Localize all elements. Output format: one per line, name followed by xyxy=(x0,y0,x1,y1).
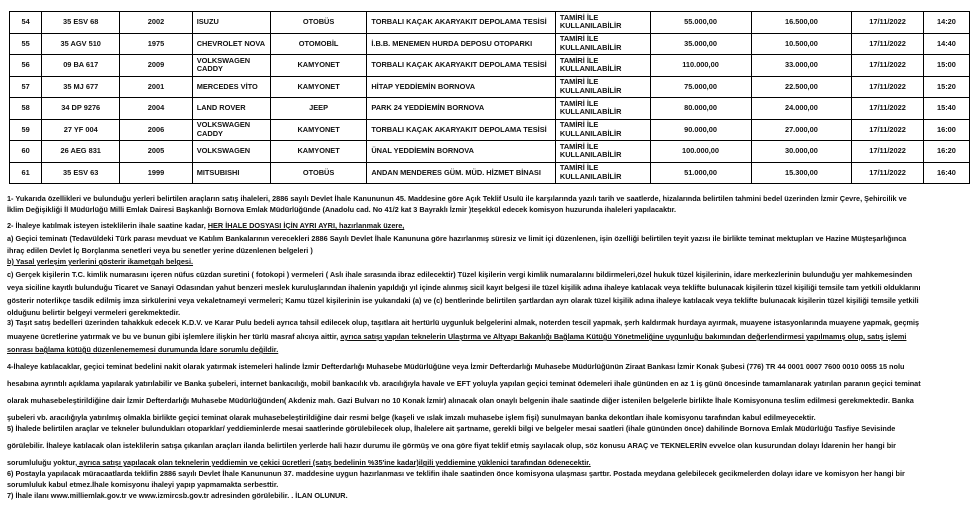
model-year-cell: 1999 xyxy=(120,162,192,184)
plate-number-cell: 35 AGV 510 xyxy=(42,33,120,55)
plate-number-cell: 09 BA 617 xyxy=(42,55,120,77)
estimated-price-cell: 100.000,00 xyxy=(650,141,751,163)
plate-number-cell: 35 ESV 68 xyxy=(42,12,120,34)
location-cell: PARK 24 YEDDİEMİN BORNOVA xyxy=(367,98,556,120)
deposit-amount-cell: 10.500,00 xyxy=(751,33,852,55)
note-4-line-3: olarak muhasebeleştirildiğine dair İzmir Defterdarlığı Muhasebe Müdürlüğünden( Akdeniz mah. Gazi Bulvarı no 10 Konak İzmir) alınacak olan onaylı belgenin ihale saatinde diğer istenilen belgelerle birlikte İhale Komisyonuna teslim edilmesi gerekmektedir. Banka xyxy=(7,396,914,405)
status-line: KULLANILABİLİR xyxy=(559,171,622,181)
model-year-cell: 2005 xyxy=(120,141,192,163)
note-2c-line-1: c) Gerçek kişilerin T.C. kimlik numarasını içeren nüfus cüzdan suretini ( fotokopi ) vermeleri ( Aslı ihale sırasında ibraz edilecektir) Tüzel kişilerin vergi kimlik numaralarını bildirmeleri,özel hukuk tüzel kişilerinin, idare merkezlerinin bulunduğu yer mahkemesinden xyxy=(7,270,913,279)
deposit-amount-cell: 33.000,00 xyxy=(751,55,852,77)
status-line: TAMİRİ İLE xyxy=(559,98,599,108)
table-row xyxy=(10,12,970,34)
deposit-amount-cell: 24.000,00 xyxy=(751,98,852,120)
status-line: TAMİRİ İLE xyxy=(559,120,599,130)
note-2a-line-1: a) Geçici teminatı (Tedavüldeki Türk parası mevduat ve Katılım Bankalarının verecekleri 2886 Sayılı Devlet İhale Kanununa göre hazırlanmış süresiz ve limit içi düzenlenen, işin özelliği belirtilen teyit yazısı ile birlikte teminat mektupları ve Hazine Müşteşarlığınca xyxy=(7,234,907,243)
condition-status-cell xyxy=(555,12,650,34)
auction-date-cell: 17/11/2022 xyxy=(852,33,924,55)
note-4-line-2: hesabına ayrıntılı açıklama yapılarak yatırılabilir ve Banka şubeleri, internet bankacılığı, mobil bankacılık vb. aracılığıyla havale ve EFT yoluyla yapılan geçici teminat ödemeleri ihale gününden en az 1 iş günü öncesinde tamamlanarak yatırılan paranın geçici teminat xyxy=(7,379,921,388)
note-2-intro xyxy=(7,222,404,229)
note-2a-line-2: ihraç edilen Devlet İç Borçlanma senetleri veya bu senetler yerine düzenlenen belgeleri ) xyxy=(7,246,313,255)
model-year-cell: 2009 xyxy=(120,55,192,77)
brand-cell: MERCEDES VİTO xyxy=(192,76,270,98)
status-line: KULLANILABİLİR xyxy=(559,85,622,95)
condition-status-cell xyxy=(555,162,650,184)
condition-status-cell xyxy=(555,76,650,98)
row-number-cell: 56 xyxy=(10,55,42,77)
brand-line: VOLKSWAGEN xyxy=(196,120,251,130)
brand-cell xyxy=(192,55,270,77)
note-2c-line-3: gösterir noterlikçe tasdik edilmiş imza sirkülerini veya vekaletnameyi vermeleri; Kamu tüzel kişilerinin ise yukarıdaki (a) ve (c) bentlerinde belirtilen şartlardan ayrı olarak tüzel kişilik adına ihaleye katılacak veya teklifte bulunacak kişilerin tüzel kişiliği temsile yetkili xyxy=(7,296,919,305)
auction-date-cell: 17/11/2022 xyxy=(852,12,924,34)
brand-line: VOLKSWAGEN xyxy=(196,55,251,65)
auction-time-cell: 15:20 xyxy=(923,76,969,98)
table-row xyxy=(10,141,970,163)
status-line: KULLANILABİLİR xyxy=(559,64,622,74)
note-2c-line-4: olduğunu belirtir belgeyi vermeleri gerekmektedir. xyxy=(7,308,181,317)
auction-time-cell: 16:00 xyxy=(923,119,969,141)
status-line: TAMİRİ İLE xyxy=(559,55,599,65)
vehicle-type-cell: KAMYONET xyxy=(270,141,367,163)
condition-status-cell xyxy=(555,141,650,163)
table-row xyxy=(10,119,970,141)
note-2-intro-text: 2- İhaleye katılmak isteyen isteklilerin ihale saatine kadar, xyxy=(7,221,208,230)
note-3-line-2-emphasis: ayrıca satışı yapılan teknelerin Ulaştırma ve Altyapı Bakanlığı Bağlama Kütüğü Yönetmeliğine uygunluğu bakımından değerlendirmesi yapılmamış olup, satış işlemi xyxy=(340,332,907,341)
note-2c-line-2: veya siciline kayıtlı bulunduğu Ticaret ve Sanayi Odasından yahut benzeri meslek kuruluşlarından ihalenin yapıldığı yıl içinde alınmış sicil kayıt belgesi ile tüzel kişilik adına ihaleye katılacak veya teklifte bulunacak kişilerin tüzel kişiliği temsile tam yetkili olduklarını xyxy=(7,283,921,292)
brand-cell xyxy=(192,119,270,141)
note-2b xyxy=(7,258,193,265)
estimated-price-cell: 55.000,00 xyxy=(650,12,751,34)
note-2b-text: b) Yasal yerleşim yerlerini gösterir ikametgah belgesi. xyxy=(7,257,194,266)
brand-cell: ISUZU xyxy=(192,12,270,34)
note-2-intro-emphasis: HER İHALE DOSYASI İÇİN AYRI AYRI, hazırlanmak üzere, xyxy=(207,221,405,230)
vehicle-type-cell: OTOMOBİL xyxy=(270,33,367,55)
brand-cell: VOLKSWAGEN xyxy=(192,141,270,163)
note-7-line-1: 7) İhale ilanı www.milliemlak.gov.tr ve www.izmircsb.gov.tr adresinden görülebilir. . İLAN OLUNUR. xyxy=(7,491,348,500)
estimated-price-cell: 35.000,00 xyxy=(650,33,751,55)
deposit-amount-cell: 16.500,00 xyxy=(751,12,852,34)
note-3-line-1: 3) Taşıt satış bedelleri üzerinden tahakkuk edecek K.D.V. ve Karar Pulu bedeli ayrıca tahsil edilecek olup, taşıtlara ait hertürlü uygunluk belgelerini almak, noterden tescil yapmak, şerh kaldırmak hurdaya ayırmak, muayene istasyonlarında muayene yapmak, geçmiş xyxy=(7,318,920,327)
vehicle-type-cell: KAMYONET xyxy=(270,119,367,141)
model-year-cell: 1975 xyxy=(120,33,192,55)
plate-number-cell: 35 MJ 677 xyxy=(42,76,120,98)
status-line: TAMİRİ İLE xyxy=(559,163,599,173)
row-number-cell: 57 xyxy=(10,76,42,98)
location-cell: TORBALI KAÇAK AKARYAKIT DEPOLAMA TESİSİ xyxy=(367,119,556,141)
estimated-price-cell: 75.000,00 xyxy=(650,76,751,98)
note-1-line-2: İklim Değişikliği İl Müdürlüğü Milli Emlak Dairesi Başkanlığı Bornova Emlak Müdürlüğünde (Anadolu cad. No 41/2 kat 3 Bayraklı İzmir )teşekkül edecek komisyon huzurunda ihaleleri yapılacaktır. xyxy=(7,205,677,214)
status-line: KULLANILABİLİR xyxy=(559,128,622,138)
row-number-cell: 60 xyxy=(10,141,42,163)
auction-date-cell: 17/11/2022 xyxy=(852,98,924,120)
status-line: KULLANILABİLİR xyxy=(559,150,622,160)
vehicle-type-cell: OTOBÜS xyxy=(270,162,367,184)
deposit-amount-cell: 15.300,00 xyxy=(751,162,852,184)
note-5-line-2: görülebilir. İhaleye katılacak olan isteklilerin satışa çıkarılan araçları ilanda belirtilen yerlerde hali hazır durumu ile görmüş ve ona göre fiyat teklif etmiş sayılacak olup, söz konusu ARAÇ ve TEKNELERİN evvelce olan kusurundan dolayı İdarenin her hangi bir xyxy=(7,441,897,450)
row-number-cell: 55 xyxy=(10,33,42,55)
vehicle-table-body xyxy=(10,12,970,184)
status-line: TAMİRİ İLE xyxy=(559,34,599,44)
location-cell: İ.B.B. MENEMEN HURDA DEPOSU OTOPARKI xyxy=(367,33,556,55)
brand-cell: LAND ROVER xyxy=(192,98,270,120)
auction-time-cell: 16:40 xyxy=(923,162,969,184)
location-cell: ANDAN MENDERES GÜM. MÜD. HİZMET BİNASI xyxy=(367,162,556,184)
auction-date-cell: 17/11/2022 xyxy=(852,141,924,163)
status-line: TAMİRİ İLE xyxy=(559,141,599,151)
note-5-line-3-emphasis: ayrıca satışı yapılacak olan teknelerin yeddiemin ve çekici ücretleri (satış bedelinin %35'ine kadar)ilgili yeddiemine yüklenici tarafından ödenecektir. xyxy=(77,458,591,467)
model-year-cell: 2002 xyxy=(120,12,192,34)
vehicle-type-cell: OTOBÜS xyxy=(270,12,367,34)
note-5-line-3-text: sorumluluğu yoktur, xyxy=(7,458,78,467)
location-cell: HİTAP YEDDİEMİN BORNOVA xyxy=(367,76,556,98)
model-year-cell: 2004 xyxy=(120,98,192,120)
deposit-amount-cell: 22.500,00 xyxy=(751,76,852,98)
plate-number-cell: 35 ESV 63 xyxy=(42,162,120,184)
brand-cell: MITSUBISHI xyxy=(192,162,270,184)
condition-status-cell xyxy=(555,119,650,141)
auction-time-cell: 16:20 xyxy=(923,141,969,163)
condition-status-cell xyxy=(555,55,650,77)
plate-number-cell: 27 YF 004 xyxy=(42,119,120,141)
brand-line: CADDY xyxy=(196,128,223,138)
row-number-cell: 54 xyxy=(10,12,42,34)
location-cell: TORBALI KAÇAK AKARYAKIT DEPOLAMA TESİSİ xyxy=(367,12,556,34)
condition-status-cell xyxy=(555,98,650,120)
estimated-price-cell: 51.000,00 xyxy=(650,162,751,184)
auction-time-cell: 14:20 xyxy=(923,12,969,34)
note-1-line-1: 1- Yukarıda özellikleri ve bulunduğu yerleri belirtilen araçların satış ihaleleri, 2886 sayılı Devlet İhale Kanununun 45. Maddesine göre Açık Teklif Usulü ile karşılarında yazılı tarih ve saatlerde, hizalarında belirtilen tahmini bedel üzerinden İzmir Çevre, Şehircilik ve xyxy=(7,194,907,203)
row-number-cell: 61 xyxy=(10,162,42,184)
vehicle-auction-table xyxy=(9,11,970,184)
table-row xyxy=(10,98,970,120)
brand-line: CADDY xyxy=(196,64,223,74)
location-cell: TORBALI KAÇAK AKARYAKIT DEPOLAMA TESİSİ xyxy=(367,55,556,77)
note-5-line-1: 5) İhalede belirtilen araçlar ve tekneler bulundukları otoparklar/ yeddieminlerde mesai saatlerinde görülebilecek olup, İhalelere ait şartname, gerekli bilgi ve belgeler mesai saatleri (ihale gününden önce) dahilinde Bornova Emlak Müdürlüğü Tasfiye Sevisinde xyxy=(7,424,896,433)
auction-time-cell: 14:40 xyxy=(923,33,969,55)
note-3-line-3 xyxy=(7,346,278,353)
note-4-line-4: şubeleri vb. aracılığıyla yatırılmış olmakla birlikte geçici teminat olarak muhasebeleştirildiğine dair resmi belge (kaşeli ve ıslak imzalı muhasebe işlem fişi) sunulmayan banka dekontları ihale komisyonu tarafından kabul edilmeyecektir. xyxy=(7,413,816,422)
model-year-cell: 2006 xyxy=(120,119,192,141)
status-line: KULLANILABİLİR xyxy=(559,42,622,52)
auction-date-cell: 17/11/2022 xyxy=(852,55,924,77)
status-line: KULLANILABİLİR xyxy=(559,107,622,117)
condition-status-cell xyxy=(555,33,650,55)
note-6-line-2: sorumluluk kabul etmez.İhale komisyonu ihaleyi yapıp yapmamakta serbesttir. xyxy=(7,480,279,489)
note-3-line-3-emphasis: sonrası bağlama kütüğü düzenlenememesi durumunda İdare sorumlu değildir. xyxy=(7,345,279,354)
auction-date-cell: 17/11/2022 xyxy=(852,76,924,98)
estimated-price-cell: 110.000,00 xyxy=(650,55,751,77)
table-row xyxy=(10,33,970,55)
auction-date-cell: 17/11/2022 xyxy=(852,162,924,184)
model-year-cell: 2001 xyxy=(120,76,192,98)
plate-number-cell: 26 AEG 831 xyxy=(42,141,120,163)
row-number-cell: 58 xyxy=(10,98,42,120)
plate-number-cell: 34 DP 9276 xyxy=(42,98,120,120)
location-cell: ÜNAL YEDDİEMİN BORNOVA xyxy=(367,141,556,163)
deposit-amount-cell: 27.000,00 xyxy=(751,119,852,141)
deposit-amount-cell: 30.000,00 xyxy=(751,141,852,163)
table-row xyxy=(10,76,970,98)
note-5-line-3 xyxy=(7,459,591,466)
vehicle-type-cell: KAMYONET xyxy=(270,55,367,77)
estimated-price-cell: 90.000,00 xyxy=(650,119,751,141)
status-line: TAMİRİ İLE xyxy=(559,77,599,87)
estimated-price-cell: 80.000,00 xyxy=(650,98,751,120)
note-6-line-1: 6) Postayla yapılacak müracaatlarda teklifin 2886 sayılı Devlet İhale Kanununun 37. maddesine uygun hazırlanması ve teklifin ihale saatinden önce komisyona ulaşması şarttır. Postada meydana gelebilecek gecikmelerden dolayı idare ve komisyon her hangi bir xyxy=(7,469,905,478)
brand-cell: CHEVROLET NOVA xyxy=(192,33,270,55)
vehicle-type-cell: JEEP xyxy=(270,98,367,120)
note-4-line-1: 4-İhaleye katılacaklar, geçici teminat bedelini nakit olarak yatırmak istemeleri halinde İzmir Defterdarlığı Muhasebe Müdürlüğüne veya İzmir Defterdarlığı Muhasebe Müdürlüğünün Ziraat Bankası İzmir Konak Şubesi (776) TR 44 0001 0007 7600 0010 0055 15 nolu xyxy=(7,362,905,371)
note-3-line-2 xyxy=(7,333,906,340)
auction-time-cell: 15:00 xyxy=(923,55,969,77)
table-row xyxy=(10,55,970,77)
auction-date-cell: 17/11/2022 xyxy=(852,119,924,141)
status-line: TAMİRİ İLE xyxy=(559,12,599,22)
auction-time-cell: 15:40 xyxy=(923,98,969,120)
status-line: KULLANILABİLİR xyxy=(559,21,622,31)
row-number-cell: 59 xyxy=(10,119,42,141)
note-3-line-2-text: muayene ücretlerine yatırmak ve bu ve bunun gibi işlemlere ilişkin her türlü masraf alıcıya aittir, xyxy=(7,332,341,341)
table-row xyxy=(10,162,970,184)
vehicle-type-cell: KAMYONET xyxy=(270,76,367,98)
